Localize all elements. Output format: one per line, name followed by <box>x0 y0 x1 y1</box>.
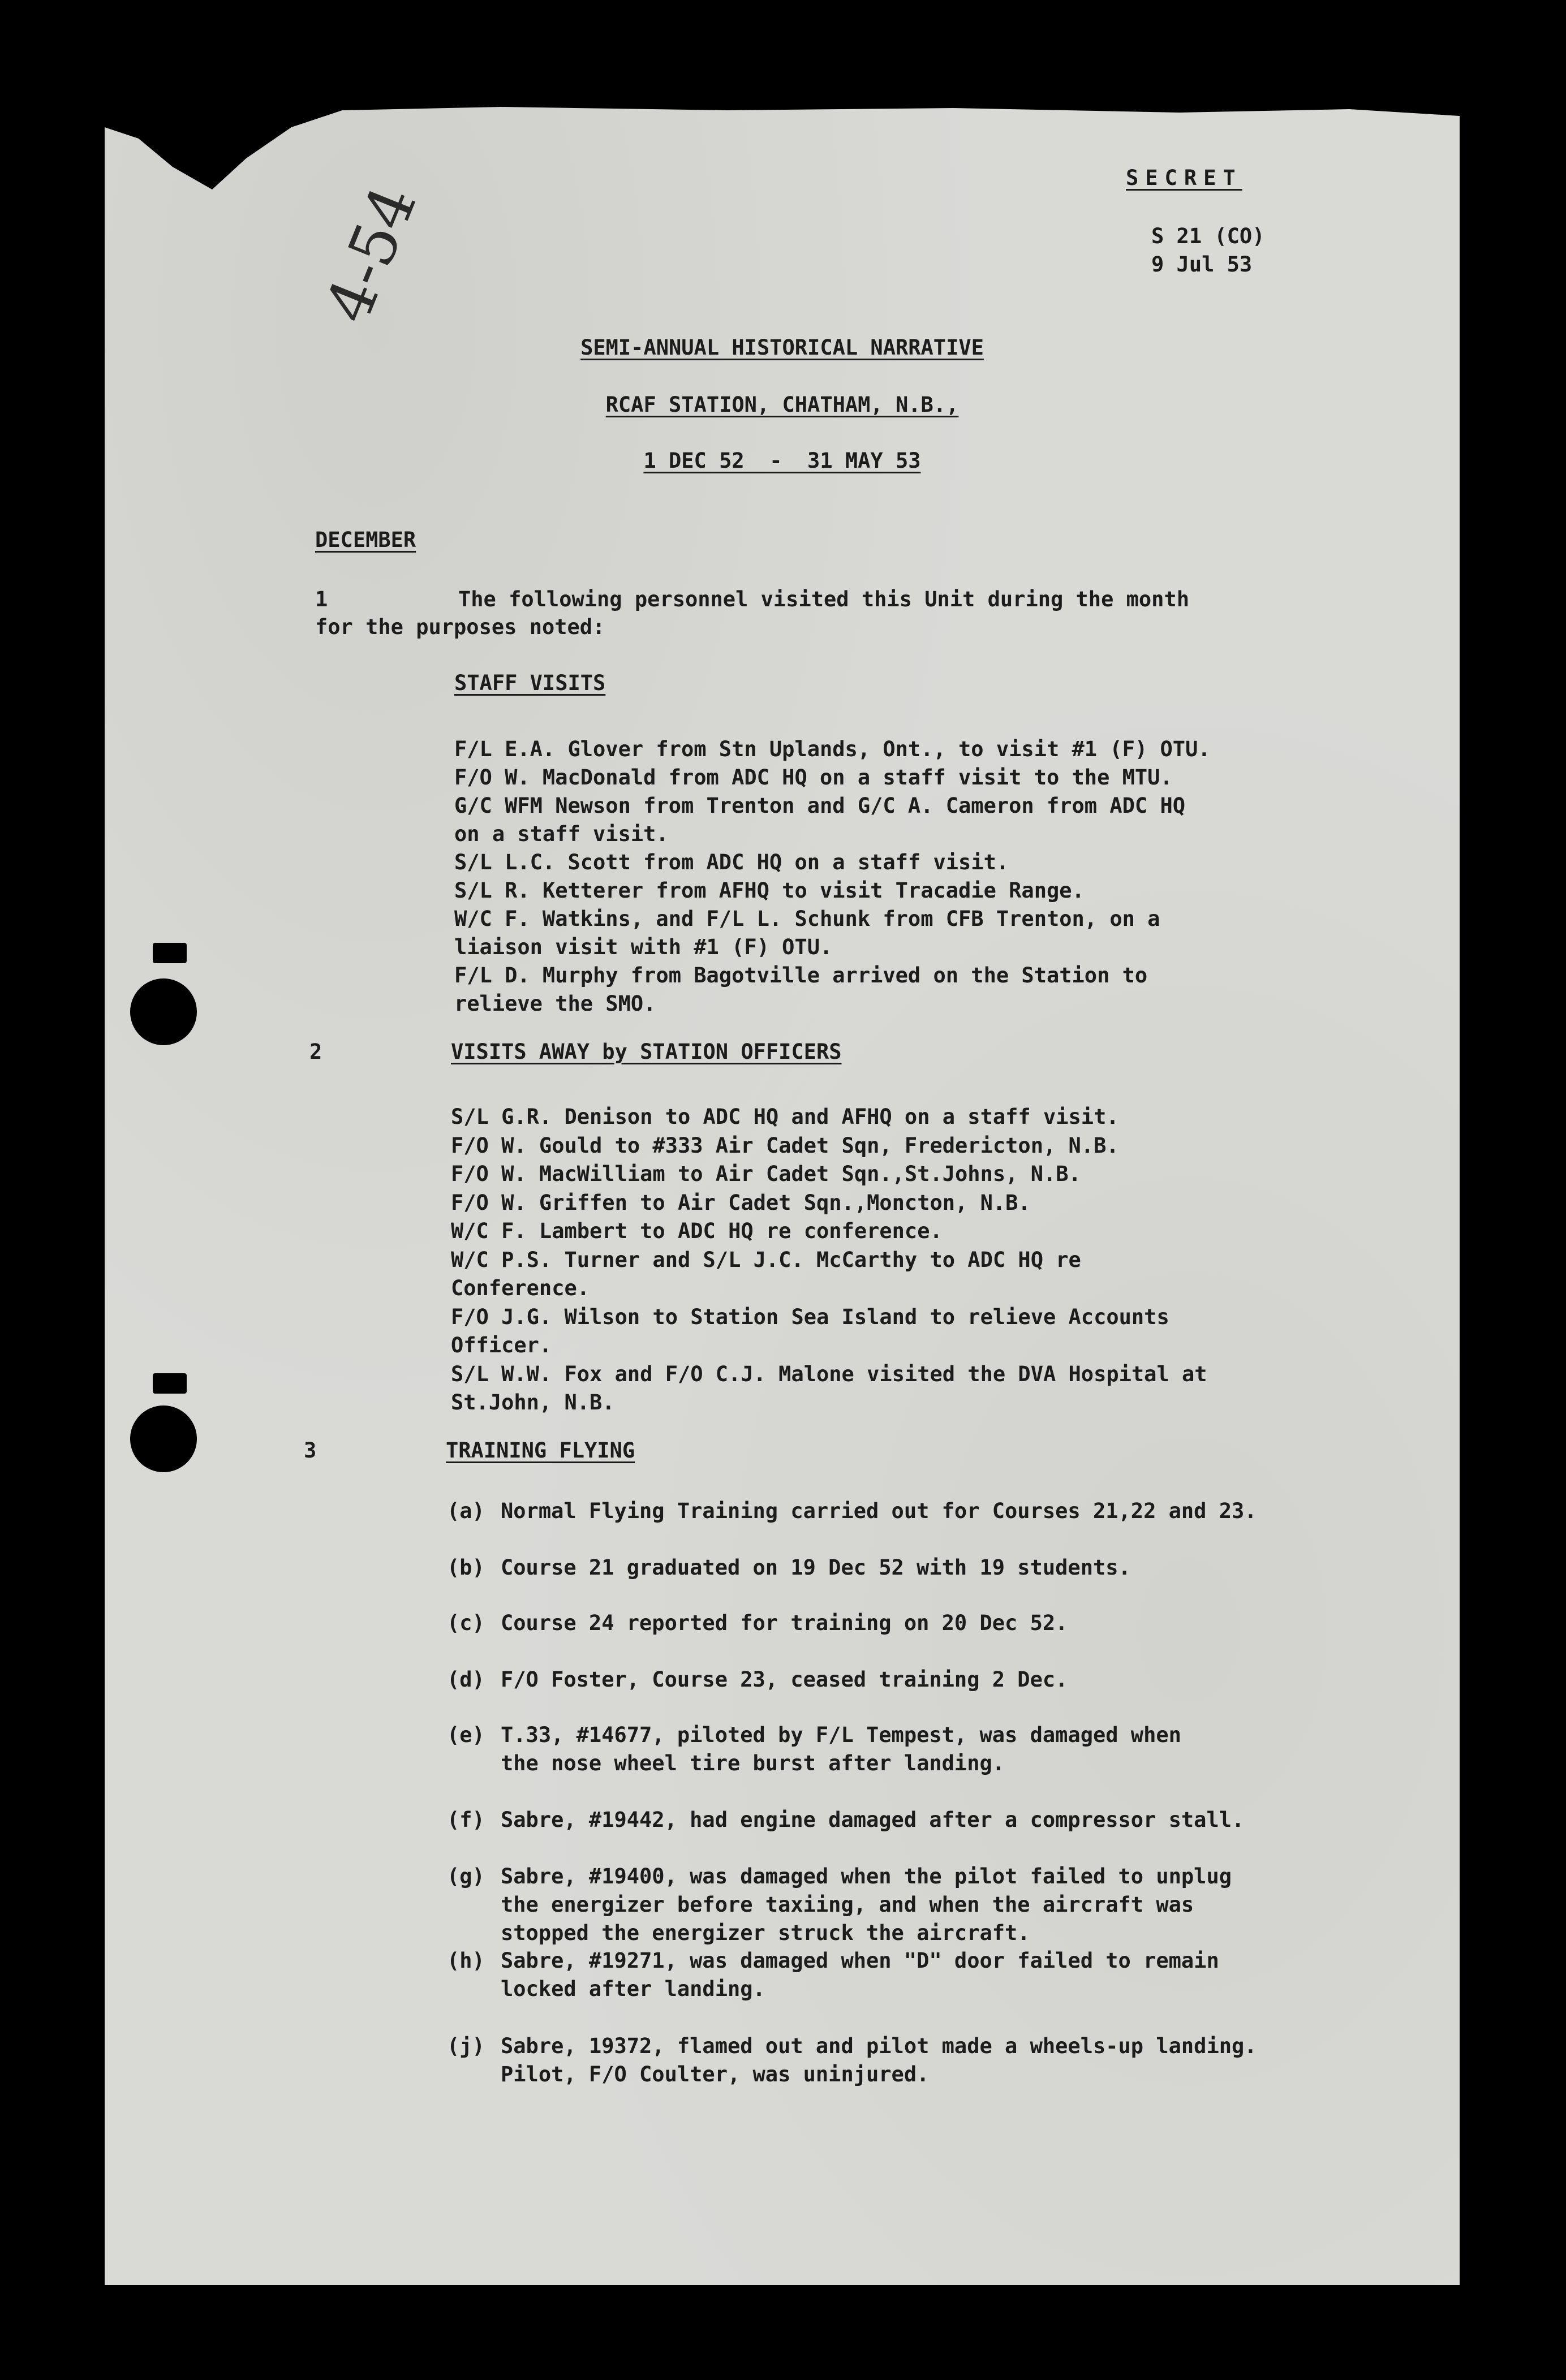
item-text: Sabre, #19442, had engine damaged after a compressor stall. <box>501 1808 1245 1832</box>
section-3-number: 3 <box>304 1438 317 1463</box>
punch-hole-2 <box>130 1405 197 1472</box>
list-line: S/L G.R. Denison to ADC HQ and AFHQ on a staff visit. <box>451 1105 1119 1129</box>
item-text: Normal Flying Training carried out for Courses 21,22 and 23. <box>501 1499 1257 1523</box>
document-page <box>105 105 1460 2285</box>
section-2-heading: VISITS AWAY by STATION OFFICERS <box>451 1040 842 1064</box>
torn-top-edge <box>105 105 1460 206</box>
title-line-3: 1 DEC 52 - 31 MAY 53 <box>643 449 921 473</box>
item-text: Sabre, #19271, was damaged when "D" door failed to remain <box>501 1948 1219 1973</box>
list-line: W/C P.S. Turner and S/L J.C. McCarthy to ADC HQ re <box>451 1247 1081 1272</box>
item-text: Sabre, #19400, was damaged when the pilot failed to unplug <box>501 1864 1232 1889</box>
item-label: (j) <box>447 2034 485 2058</box>
list-line: F/O W. MacWilliam to Air Cadet Sqn.,St.Johns, N.B. <box>451 1162 1081 1186</box>
item-label: (f) <box>447 1808 485 1832</box>
item-text: F/O Foster, Course 23, ceased training 2 Dec. <box>501 1667 1068 1692</box>
punch-hole-1 <box>130 978 197 1045</box>
item-label: (b) <box>447 1555 485 1580</box>
item-text: Course 24 reported for training on 20 Dec 52. <box>501 1611 1068 1635</box>
list-line: Officer. <box>451 1333 552 1357</box>
list-line: F/O W. Gould to #333 Air Cadet Sqn, Fredericton, N.B. <box>451 1133 1119 1158</box>
list-line: S/L R. Ketterer from AFHQ to visit Tracadie Range. <box>454 878 1085 903</box>
list-line: St.John, N.B. <box>451 1390 615 1415</box>
list-line: liaison visit with #1 (F) OTU. <box>454 935 833 959</box>
item-text: Course 21 graduated on 19 Dec 52 with 19 students. <box>501 1555 1131 1580</box>
document-date: 9 Jul 53 <box>1151 252 1253 277</box>
item-text: the energizer before taxiing, and when the aircraft was <box>501 1892 1194 1917</box>
item-text: Sabre, 19372, flamed out and pilot made a wheels-up landing. <box>501 2034 1257 2058</box>
punch-tab-1 <box>153 943 187 963</box>
item-label: (d) <box>447 1667 485 1692</box>
list-line: F/L E.A. Glover from Stn Uplands, Ont., to visit #1 (F) OTU. <box>454 737 1211 761</box>
margin-note: 4-54 <box>311 175 431 333</box>
item-label: (h) <box>447 1948 485 1973</box>
section-1-intro-line-1: The following personnel visited this Unit during the month <box>458 587 1190 611</box>
item-text: Pilot, F/O Coulter, was uninjured. <box>501 2062 930 2086</box>
list-line: W/C F. Watkins, and F/L L. Schunk from CFB Trenton, on a <box>454 907 1160 931</box>
item-label: (c) <box>447 1611 485 1635</box>
list-line: S/L L.C. Scott from ADC HQ on a staff visit. <box>454 850 1009 874</box>
list-line: W/C F. Lambert to ADC HQ re conference. <box>451 1219 943 1243</box>
item-text: the nose wheel tire burst after landing. <box>501 1751 1005 1775</box>
section-1-intro-line-2: for the purposes noted: <box>315 615 605 639</box>
reference-number: S 21 (CO) <box>1151 224 1265 248</box>
section-3-heading: TRAINING FLYING <box>446 1438 635 1463</box>
item-text: stopped the energizer struck the aircraft. <box>501 1921 1030 1945</box>
list-line: F/O W. MacDonald from ADC HQ on a staff visit to the MTU. <box>454 765 1173 790</box>
punch-tab-2 <box>153 1373 187 1394</box>
section-1-number: 1 <box>315 587 328 611</box>
item-text: T.33, #14677, piloted by F/L Tempest, was damaged when <box>501 1723 1181 1747</box>
item-label: (e) <box>447 1723 485 1747</box>
section-2-number: 2 <box>309 1040 322 1064</box>
item-label: (g) <box>447 1864 485 1889</box>
list-line: F/O W. Griffen to Air Cadet Sqn.,Moncton, N.B. <box>451 1190 1031 1215</box>
title-line-1: SEMI-ANNUAL HISTORICAL NARRATIVE <box>580 335 984 360</box>
item-label: (a) <box>447 1499 485 1523</box>
list-line: S/L W.W. Fox and F/O C.J. Malone visited the DVA Hospital at <box>451 1361 1207 1386</box>
list-line: Conference. <box>451 1276 590 1300</box>
list-line: relieve the SMO. <box>454 991 656 1016</box>
list-line: G/C WFM Newson from Trenton and G/C A. Cameron from ADC HQ <box>454 794 1186 818</box>
list-line: on a staff visit. <box>454 822 669 846</box>
item-text: locked after landing. <box>501 1977 765 2001</box>
month-heading: DECEMBER <box>315 528 416 552</box>
list-line: F/O J.G. Wilson to Station Sea Island to relieve Accounts <box>451 1304 1169 1329</box>
title-line-2: RCAF STATION, CHATHAM, N.B., <box>605 393 959 417</box>
section-1-heading: STAFF VISITS <box>454 671 606 695</box>
list-line: F/L D. Murphy from Bagotville arrived on the Station to <box>454 963 1148 988</box>
classification-marking: SECRET <box>1126 166 1242 190</box>
